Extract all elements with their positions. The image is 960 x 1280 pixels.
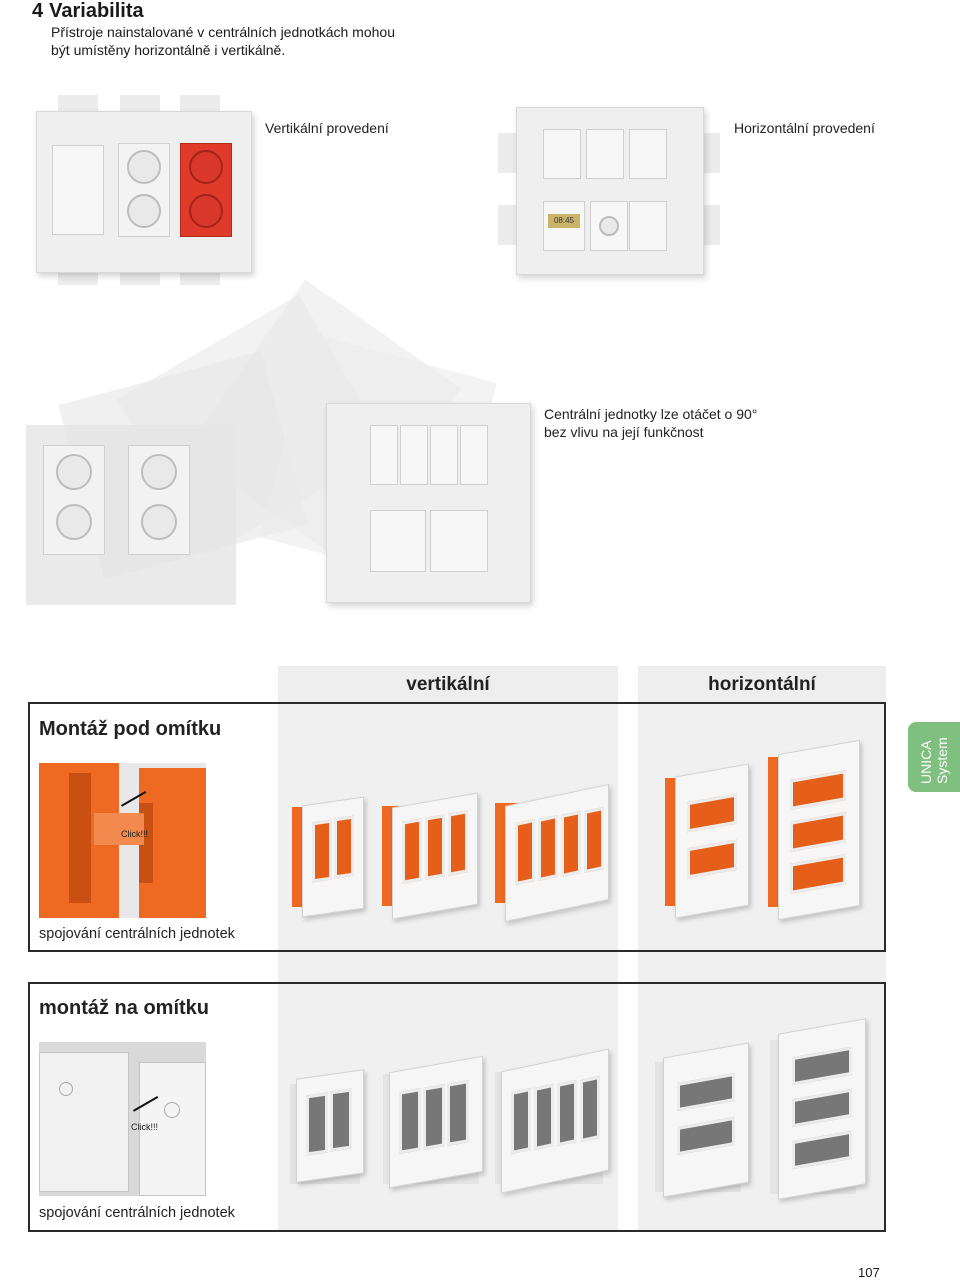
surface-connection-photo: [39, 1042, 206, 1196]
row1-title: Montáž pod omítku: [39, 718, 222, 740]
row2-click-label: Click!!!: [131, 1122, 158, 1132]
rotation-caption-line2: bez vlivu na její funkčnost: [544, 424, 704, 440]
page-number: 107: [858, 1265, 880, 1280]
thermostat-display: 08:45: [548, 214, 580, 228]
vertical-caption: Vertikální provedení: [265, 120, 389, 136]
surface-vertical-4module: [495, 1050, 613, 1192]
section-number: 4: [32, 0, 44, 22]
surface-horizontal-3row: [770, 1014, 870, 1196]
section-heading: Variabilita: [49, 0, 144, 22]
socket-red: [180, 143, 232, 237]
socket-grey: [118, 143, 170, 237]
section-description: Přístroje nainstalované v centrálních jednotkách mohou být umístěny horizontálně i vertikálně.: [51, 24, 395, 58]
row2-caption: spojování centrálních jednotek: [39, 1205, 235, 1221]
surface-vertical-2module: [290, 1070, 368, 1185]
vertical-assembly-image: [30, 95, 260, 285]
row2-title: montáž na omítku: [39, 997, 210, 1019]
column-header-vertical: vertikální: [278, 666, 618, 702]
horizontal-caption: Horizontální provedení: [734, 120, 875, 136]
row1-click-label: Click!!!: [121, 829, 148, 839]
tab-line2: System: [934, 737, 950, 784]
tab-line1: UNICA: [918, 740, 934, 784]
surface-horizontal-2row: [655, 1040, 755, 1195]
flush-vertical-3module: [382, 790, 484, 915]
row1-caption: spojování centrálních jednotek: [39, 926, 235, 942]
rotation-caption-line1: Centrální jednotky lze otáčet o 90°: [544, 406, 758, 422]
flush-vertical-4module: [495, 783, 613, 918]
surface-vertical-3module: [383, 1058, 487, 1188]
horizontal-assembly-image: [498, 105, 720, 280]
flush-connection-photo: [39, 763, 206, 918]
unica-system-tab: [908, 722, 960, 792]
flush-vertical-2module: [292, 795, 370, 915]
flush-horizontal-2row: [665, 760, 751, 915]
section-title: [32, 0, 144, 23]
flush-horizontal-3row: [768, 735, 864, 917]
rotation-sequence-image: [18, 305, 538, 615]
column-header-horizontal: horizontální: [638, 666, 886, 702]
